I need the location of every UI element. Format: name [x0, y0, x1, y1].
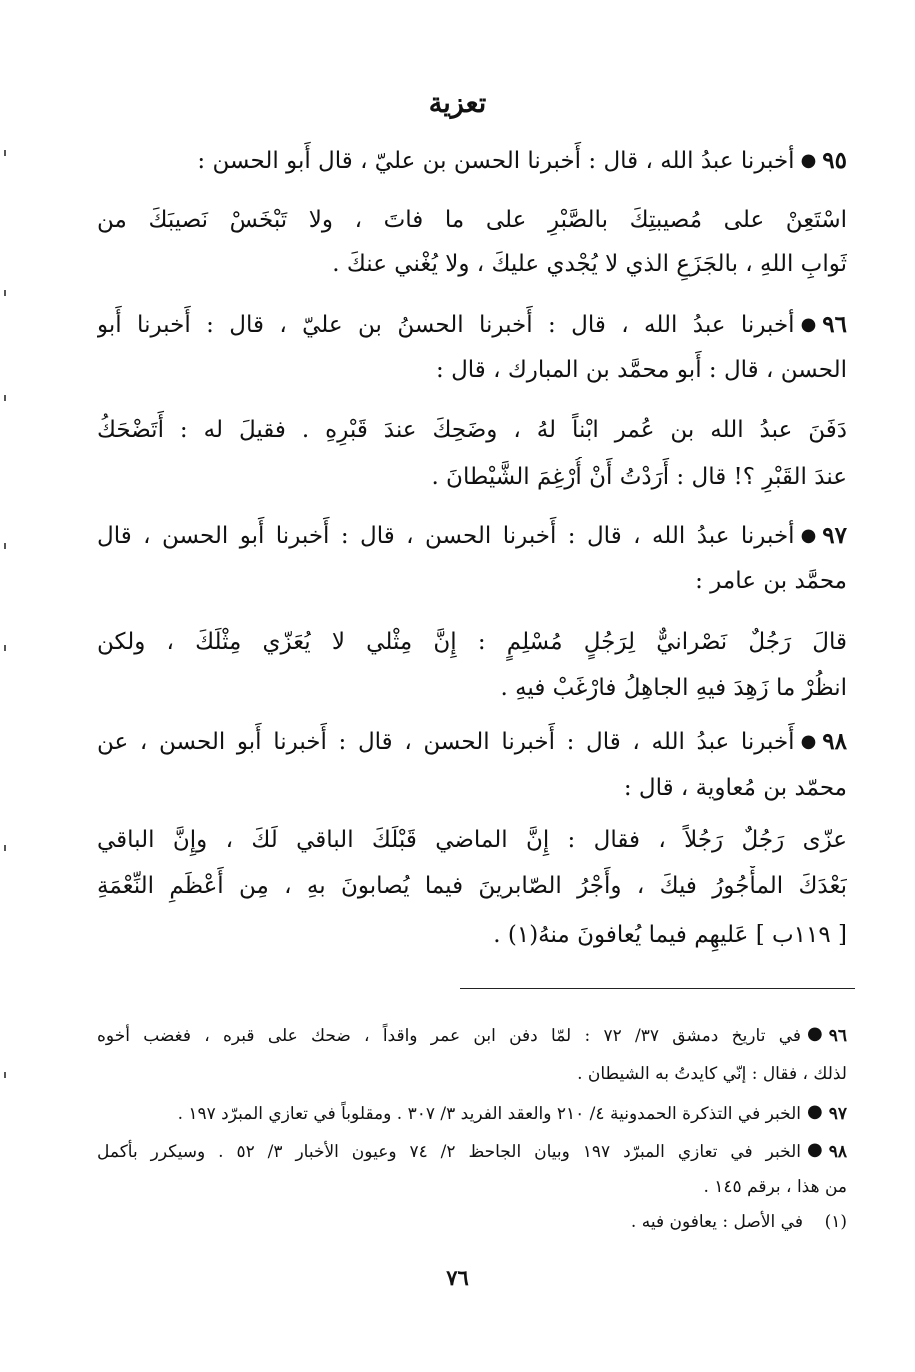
- entry-98-text-line-2: بَعْدَكَ المأْجُورُ فيكَ ، وأَجْرُ الصّابرينَ فيما يُصابونَ بهِ ، مِن أَعْظَمِ النِّعْمَةِ: [97, 873, 847, 899]
- bullet-icon: ●: [807, 1023, 823, 1044]
- marginal-note: [97, 1206, 847, 1238]
- isnad-text: أخبرنا عبدُ الله ، قال : أَخبرنا الحسنُ بن عليّ ، قال : أَخبرنا أَبو: [97, 312, 795, 338]
- footnote-98-line-2: من هذا ، برقم ١٤٥ .: [703, 1177, 847, 1197]
- note-marker: (١): [824, 1212, 847, 1232]
- scan-edge-mark: [4, 543, 6, 549]
- footnote-96-line-2: لذلك ، فقال : إنّي كايدتُ به الشيطان .: [577, 1064, 847, 1084]
- footnote-number: ٩٨: [828, 1142, 847, 1162]
- footnote-text: الخبر في تعازي المبرّد ١٩٧ وبيان الجاحظ ٢/ ٧٤ وعيون الأخبار ٣/ ٥٢ . وسيكرر بأكمل: [97, 1142, 801, 1162]
- entry-98-isnad-line-1: [97, 722, 847, 762]
- entry-97-isnad-line-2: محمَّد بن عامر :: [695, 568, 847, 594]
- footnote-97-line-1: [97, 1096, 847, 1128]
- entry-number: ٩٦: [822, 311, 847, 338]
- entry-number: ٩٥: [822, 147, 847, 174]
- bullet-icon: ●: [800, 731, 817, 752]
- entry-number: ٩٨: [822, 728, 847, 755]
- isnad-text: أَخبرنا عبدُ الله ، قال : أَخبرنا الحسن ، قال : أَخبرنا أَبو الحسن ، عن: [97, 729, 795, 755]
- entry-number: ٩٧: [822, 522, 847, 549]
- entry-97-text-line-2: انظُرْ ما زَهِدَ فيهِ الجاهِلُ فارْغَبْ فيهِ .: [500, 675, 847, 701]
- footnote-number: ٩٦: [828, 1026, 847, 1046]
- footnote-98-line-1: [97, 1134, 847, 1166]
- isnad-text: أخبرنا عبدُ الله ، قال : أَخبرنا الحسن بن عليّ ، قال أَبو الحسن :: [197, 148, 795, 174]
- entry-95-text-line-2: ثَوابِ اللهِ ، بالجَزَعِ الذي لا يُجْدي عليكَ ، ولا يُغْني عنكَ .: [332, 251, 847, 277]
- entry-96-text-line-1: دَفَنَ عبدُ الله بن عُمر ابْناً لهُ ، وضَحِكَ عندَ قَبْرِهِ . فقيلَ له : أَتَضْحَكُ: [97, 417, 847, 443]
- footnote-number: ٩٧: [828, 1104, 847, 1124]
- scan-edge-mark: [4, 845, 6, 851]
- bullet-icon: ●: [800, 525, 817, 546]
- entry-95-isnad-line-1: [97, 141, 847, 181]
- bullet-icon: ●: [807, 1139, 823, 1160]
- entry-97-isnad-line-1: [97, 516, 847, 556]
- entry-98-text-line-1: عزّى رَجُلٌ رَجُلاً ، فقال : إِنَّ الماضي قَبْلَكَ الباقي لَكَ ، وإِنَّ الباقي: [97, 827, 847, 853]
- entry-98-isnad-line-2: محمّد بن مُعاوية ، قال :: [623, 775, 847, 801]
- footnote-96-line-1: [97, 1018, 847, 1050]
- scan-edge-mark: [4, 150, 6, 156]
- scan-edge-mark: [4, 1072, 6, 1078]
- isnad-text: أخبرنا عبدُ الله ، قال : أَخبرنا الحسن ، قال : أَخبرنا أَبو الحسن ، قال: [97, 523, 795, 549]
- footnote-separator: [460, 988, 855, 989]
- scan-edge-mark: [4, 290, 6, 296]
- entry-95-text-line-1: اسْتَعِنْ على مُصيبتِكَ بالصَّبْرِ على ما فاتَ ، ولا تَبْخَسْ نَصيبَكَ من: [97, 207, 847, 233]
- entry-96-isnad-line-2: الحسن ، قال : أَبو محمَّد بن المبارك ، قال :: [436, 357, 847, 383]
- bullet-icon: ●: [800, 150, 817, 171]
- footnote-text: الخبر في التذكرة الحمدونية ٤/ ٢١٠ والعقد الفريد ٣/ ٣٠٧ . ومقلوباً في تعازي المبرّد ١٩٧ .: [177, 1104, 802, 1124]
- page-number: ٧٦: [446, 1265, 469, 1290]
- entry-97-text-line-1: قالَ رَجُلٌ نَصْرانيٌّ لِرَجُلٍ مُسْلِمٍ : إِنَّ مِثْلي لا يُعَزّي مِثْلَكَ ، ولكن: [97, 629, 847, 655]
- bullet-icon: ●: [807, 1101, 823, 1122]
- entry-96-text-line-2: عندَ القَبْرِ ؟! قال : أَرَدْتُ أَنْ أُرْغِمَ الشَّيْطانَ .: [431, 464, 847, 490]
- section-title: تعزية: [428, 88, 487, 119]
- entry-98-text-line-3: [ ١١٩ب ] عَليهِم فيما يُعافونَ منهُ(١) .: [493, 922, 847, 948]
- scan-edge-mark: [4, 395, 6, 401]
- bullet-icon: ●: [800, 314, 817, 335]
- entry-96-isnad-line-1: [97, 305, 847, 345]
- scan-edge-mark: [4, 645, 6, 651]
- footnote-text: في تاريخ دمشق ٣٧/ ٧٢ : لمّا دفن ابن عمر واقداً ، ضحك على قبره ، فغضب أخوه: [97, 1026, 802, 1046]
- note-text: في الأصل : يعافون فيه .: [630, 1212, 803, 1232]
